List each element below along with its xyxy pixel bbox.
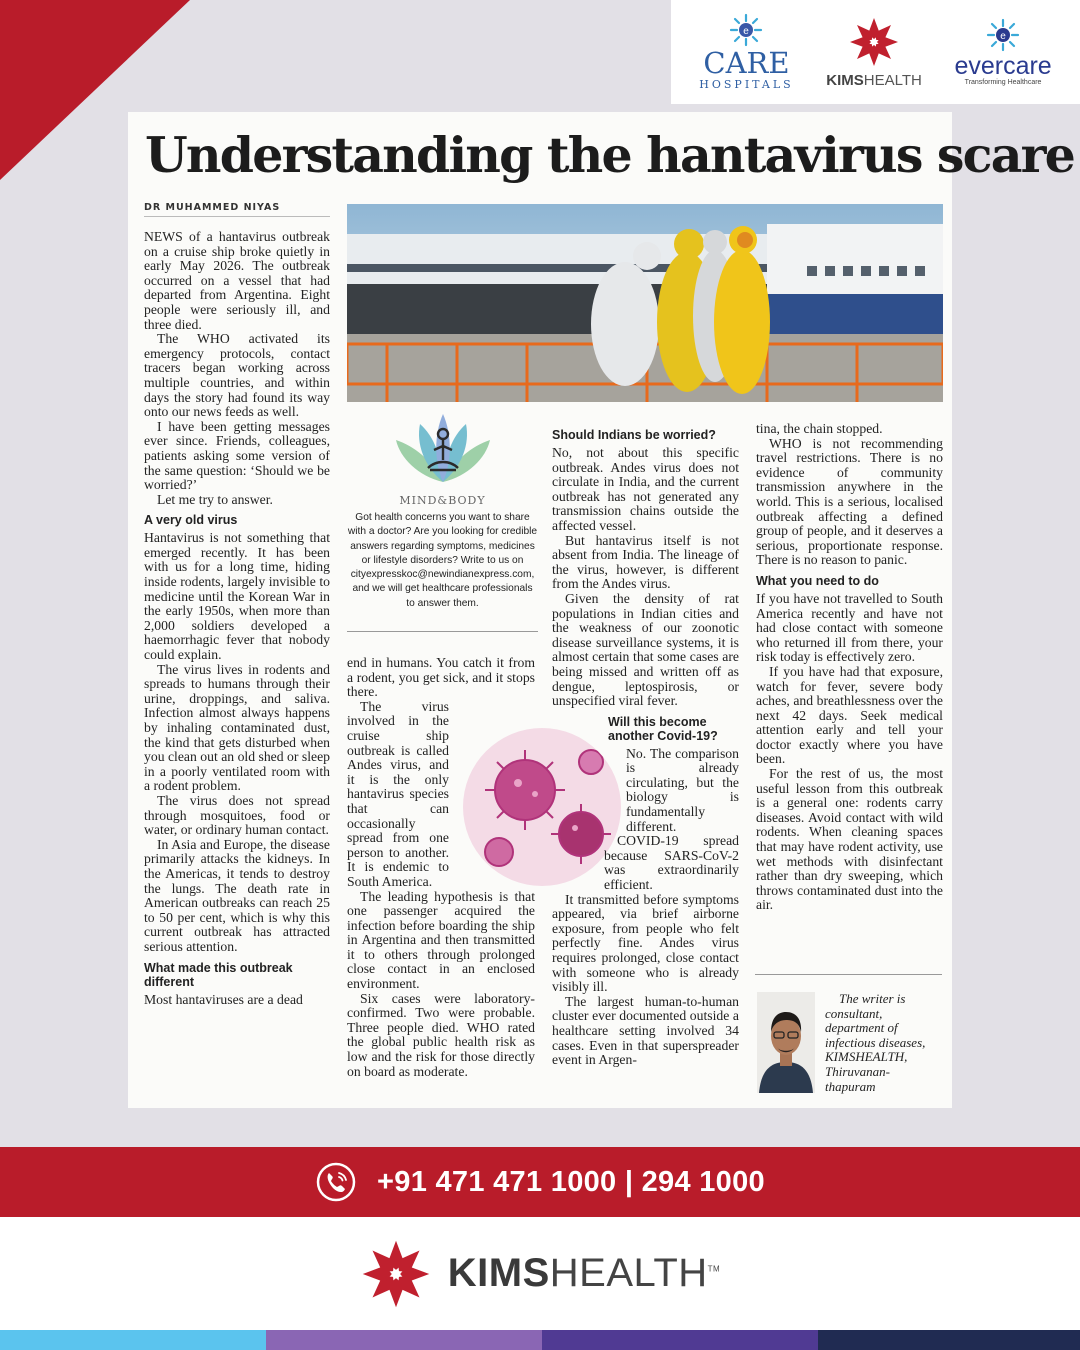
kims-star-icon bbox=[360, 1238, 432, 1310]
care-hospitals-logo bbox=[699, 13, 793, 91]
mind-body-box bbox=[347, 410, 538, 632]
paragraph: NEWS of a hantavirus outbreak on a cruise ship broke quietly in early May 2026. The outbreak occurred on a vessel that had departed from Argentina. Eight people were seriously ill, and three died. bbox=[144, 229, 330, 332]
author-line: The writer is bbox=[839, 991, 906, 1006]
author-line: infectious diseases, bbox=[825, 1034, 926, 1050]
paragraph: Hantavirus is not something that emerged recently. It has been with us for a long time, hiding inside rodents, largely invisible to medicine until the Korean War in the early 1950s, when more than 2,000 soldiers developed a haemorrhagic fever that nobody could explain. bbox=[144, 530, 330, 663]
color-stripe bbox=[266, 1330, 542, 1350]
author-note bbox=[825, 992, 945, 1094]
evercare-logo bbox=[954, 18, 1051, 86]
section-heading: A very old virus bbox=[144, 513, 238, 528]
evercare-name: evercare bbox=[954, 52, 1052, 80]
kimshealth-top-logo bbox=[826, 16, 922, 89]
paragraph: The largest human-to-human cluster ever documented outside a healthcare setting involved 34 cases. Even in that superspreader event in Argen- bbox=[552, 993, 739, 1068]
paragraph: Most hantaviruses are a dead bbox=[144, 991, 303, 1007]
article-column-3 bbox=[552, 422, 739, 1068]
author-line: department of bbox=[825, 1020, 898, 1036]
evercare-tagline: Transforming Healthcare bbox=[964, 79, 1042, 86]
footer-brand bbox=[0, 1217, 1080, 1330]
paragraph: For the rest of us, the most useful lesson from this outbreak is a general one: rodents carry diseases. Avoid contact with wild rodents. When cleaning spaces that may have rodent activity, use wet methods with disinfectant rather than dry sweeping, which throws contaminated dust into the air. bbox=[756, 766, 943, 913]
paragraph: The virus lives in rodents and spreads to humans through their urine, droppings, and saliva. Infection almost always happens by inhaling contaminated dust, the kind that gets disturbed when you clean out an old shed or sleep in a poorly ventilated room with a rodent problem. bbox=[144, 661, 330, 794]
divider bbox=[755, 974, 942, 975]
color-stripe bbox=[818, 1330, 1080, 1350]
kimshealth-wordmark: KIMSHEALTH™ bbox=[447, 1251, 721, 1295]
lotus-meditation-icon bbox=[388, 410, 498, 494]
section-heading: Will this become another Covid-19? bbox=[608, 714, 718, 743]
care-subtitle: HOSPITALS bbox=[699, 78, 794, 91]
phone-number[interactable]: +91 471 471 1000 | 294 1000 bbox=[377, 1165, 765, 1198]
article-column-4 bbox=[756, 422, 943, 913]
phone-icon[interactable] bbox=[315, 1161, 357, 1203]
paragraph: Let me try to answer. bbox=[157, 491, 273, 507]
paragraph: The leading hypothesis is that one passenger acquired the infection before boarding the ship in Argentina and then transmitted it to others through prolonged close contact in an enclosed environment. bbox=[347, 888, 535, 992]
contact-band bbox=[0, 1147, 1080, 1217]
author-photo bbox=[757, 992, 815, 1093]
kims-star-icon bbox=[848, 16, 900, 68]
section-heading: What made this outbreak different bbox=[144, 960, 293, 989]
paragraph: No, not about this specific outbreak. Andes virus does not circulate in India, and the current outbreak has not generated any transmission chains outside the affected vessel. bbox=[552, 445, 739, 533]
paragraph: But hantavirus itself is not absent from India. The lineage of the virus, however, is different from the Andes virus. bbox=[552, 532, 739, 592]
paragraph: It transmitted before symptoms appeared, via brief airborne exposure, from people who felt perfectly fine. Andes virus requires prolonged, close contact with someone who is already visibly ill. bbox=[552, 891, 739, 995]
paragraph: Given the density of rat populations in Indian cities and the weakness of our zoonotic disease surveillance systems, it is almost certain that some cases are being missed and written off as dengue, leptospirosis, or unspecified viral fever. bbox=[552, 590, 739, 709]
partner-logos bbox=[671, 0, 1080, 104]
newspaper-clipping bbox=[128, 112, 1075, 1108]
author-line: thapuram bbox=[825, 1078, 876, 1094]
paragraph: The WHO activated its emergency protocols, contact tracers began working across multiple countries, and within days the story had found its way onto our news feeds as well. bbox=[144, 331, 330, 420]
paragraph: No. The comparison is already circulating, but the biology is fundamentally different. bbox=[626, 745, 739, 834]
paragraph: If you have not travelled to South America recently and have not had close contact with someone who returned ill from there, your risk today is effectively zero. bbox=[756, 590, 943, 665]
paragraph: In Asia and Europe, the disease primarily attacks the kidneys. In the Americas, it tends to destroy the lungs. The death rate in American outbreaks can reach 25 to 50 per cent, which is why this current outbreak has attracted serious attention. bbox=[144, 836, 330, 954]
paragraph: Six cases were laboratory-confirmed. Two were probable. Three people died. WHO rated the global public health risk as low and the risk for those directly on board as moderate. bbox=[347, 990, 535, 1079]
color-stripe bbox=[542, 1330, 818, 1350]
color-stripe bbox=[0, 1330, 266, 1350]
paragraph: The virus involved in the cruise ship outbreak is called Andes virus, and it is the only hantavirus species that can occasionally spread from one person to another. It is endemic to South America. bbox=[347, 698, 449, 889]
paragraph: If you have had that exposure, watch for fever, severe body aches, and breathlessness over the next 42 days. Seek medical attention early and tell your doctor exactly where you have been. bbox=[756, 663, 943, 767]
paragraph: end in humans. You catch it from a rodent, you get sick, and it stops there. bbox=[347, 655, 535, 700]
article-headline: Understanding the hantavirus scare bbox=[145, 126, 1075, 184]
paragraph: COVID-19 spread because SARS-CoV-2 was extraordinarily efficient. bbox=[604, 833, 739, 893]
section-heading: What you need to do bbox=[756, 573, 879, 588]
author-line: consultant, bbox=[825, 1005, 883, 1021]
author-line: KIMSHEALTH, bbox=[825, 1049, 908, 1065]
paragraph: tina, the chain stopped. bbox=[756, 421, 883, 436]
kims-top-wordmark: KIMSHEALTH bbox=[826, 71, 922, 89]
paragraph: WHO is not recommending travel restrictions. There is no evidence of community transmission anywhere in the world. This is a serious, localised outbreak affecting a defined group of people, and it deserves a serious, proportionate response. There is no reason to panic. bbox=[756, 435, 943, 568]
mind-body-text: Got health concerns you want to share with a doctor? Are you looking for credible answers regarding symptoms, medicines or lifestyle disorders? Write to us on cityexpresskoc@newindianexpress.com, and we will get healthcare professionals to answer them. bbox=[347, 512, 538, 609]
svg-text:e: e bbox=[1000, 31, 1006, 42]
evercare-flower-icon bbox=[986, 18, 1020, 52]
paragraph: The virus does not spread through mosquitoes, food or water, or ordinary human contact. bbox=[144, 792, 330, 838]
svg-text:e: e bbox=[743, 26, 750, 37]
mind-body-title: MIND&BODY bbox=[399, 494, 486, 507]
hazmat-photo bbox=[347, 204, 943, 402]
paragraph: I have been getting messages ever since. Friends, colleagues, patients asking some version of the same question: ‘Should we be worried?’ bbox=[144, 418, 330, 493]
article-column-1 bbox=[144, 230, 330, 1007]
care-flower-icon bbox=[729, 13, 763, 47]
care-name: CARE bbox=[703, 46, 790, 80]
section-heading: Should Indians be worried? bbox=[552, 428, 716, 442]
author-line: Thiruvanan- bbox=[825, 1063, 890, 1079]
article-byline: DR MUHAMMED NIYAS bbox=[144, 202, 330, 217]
